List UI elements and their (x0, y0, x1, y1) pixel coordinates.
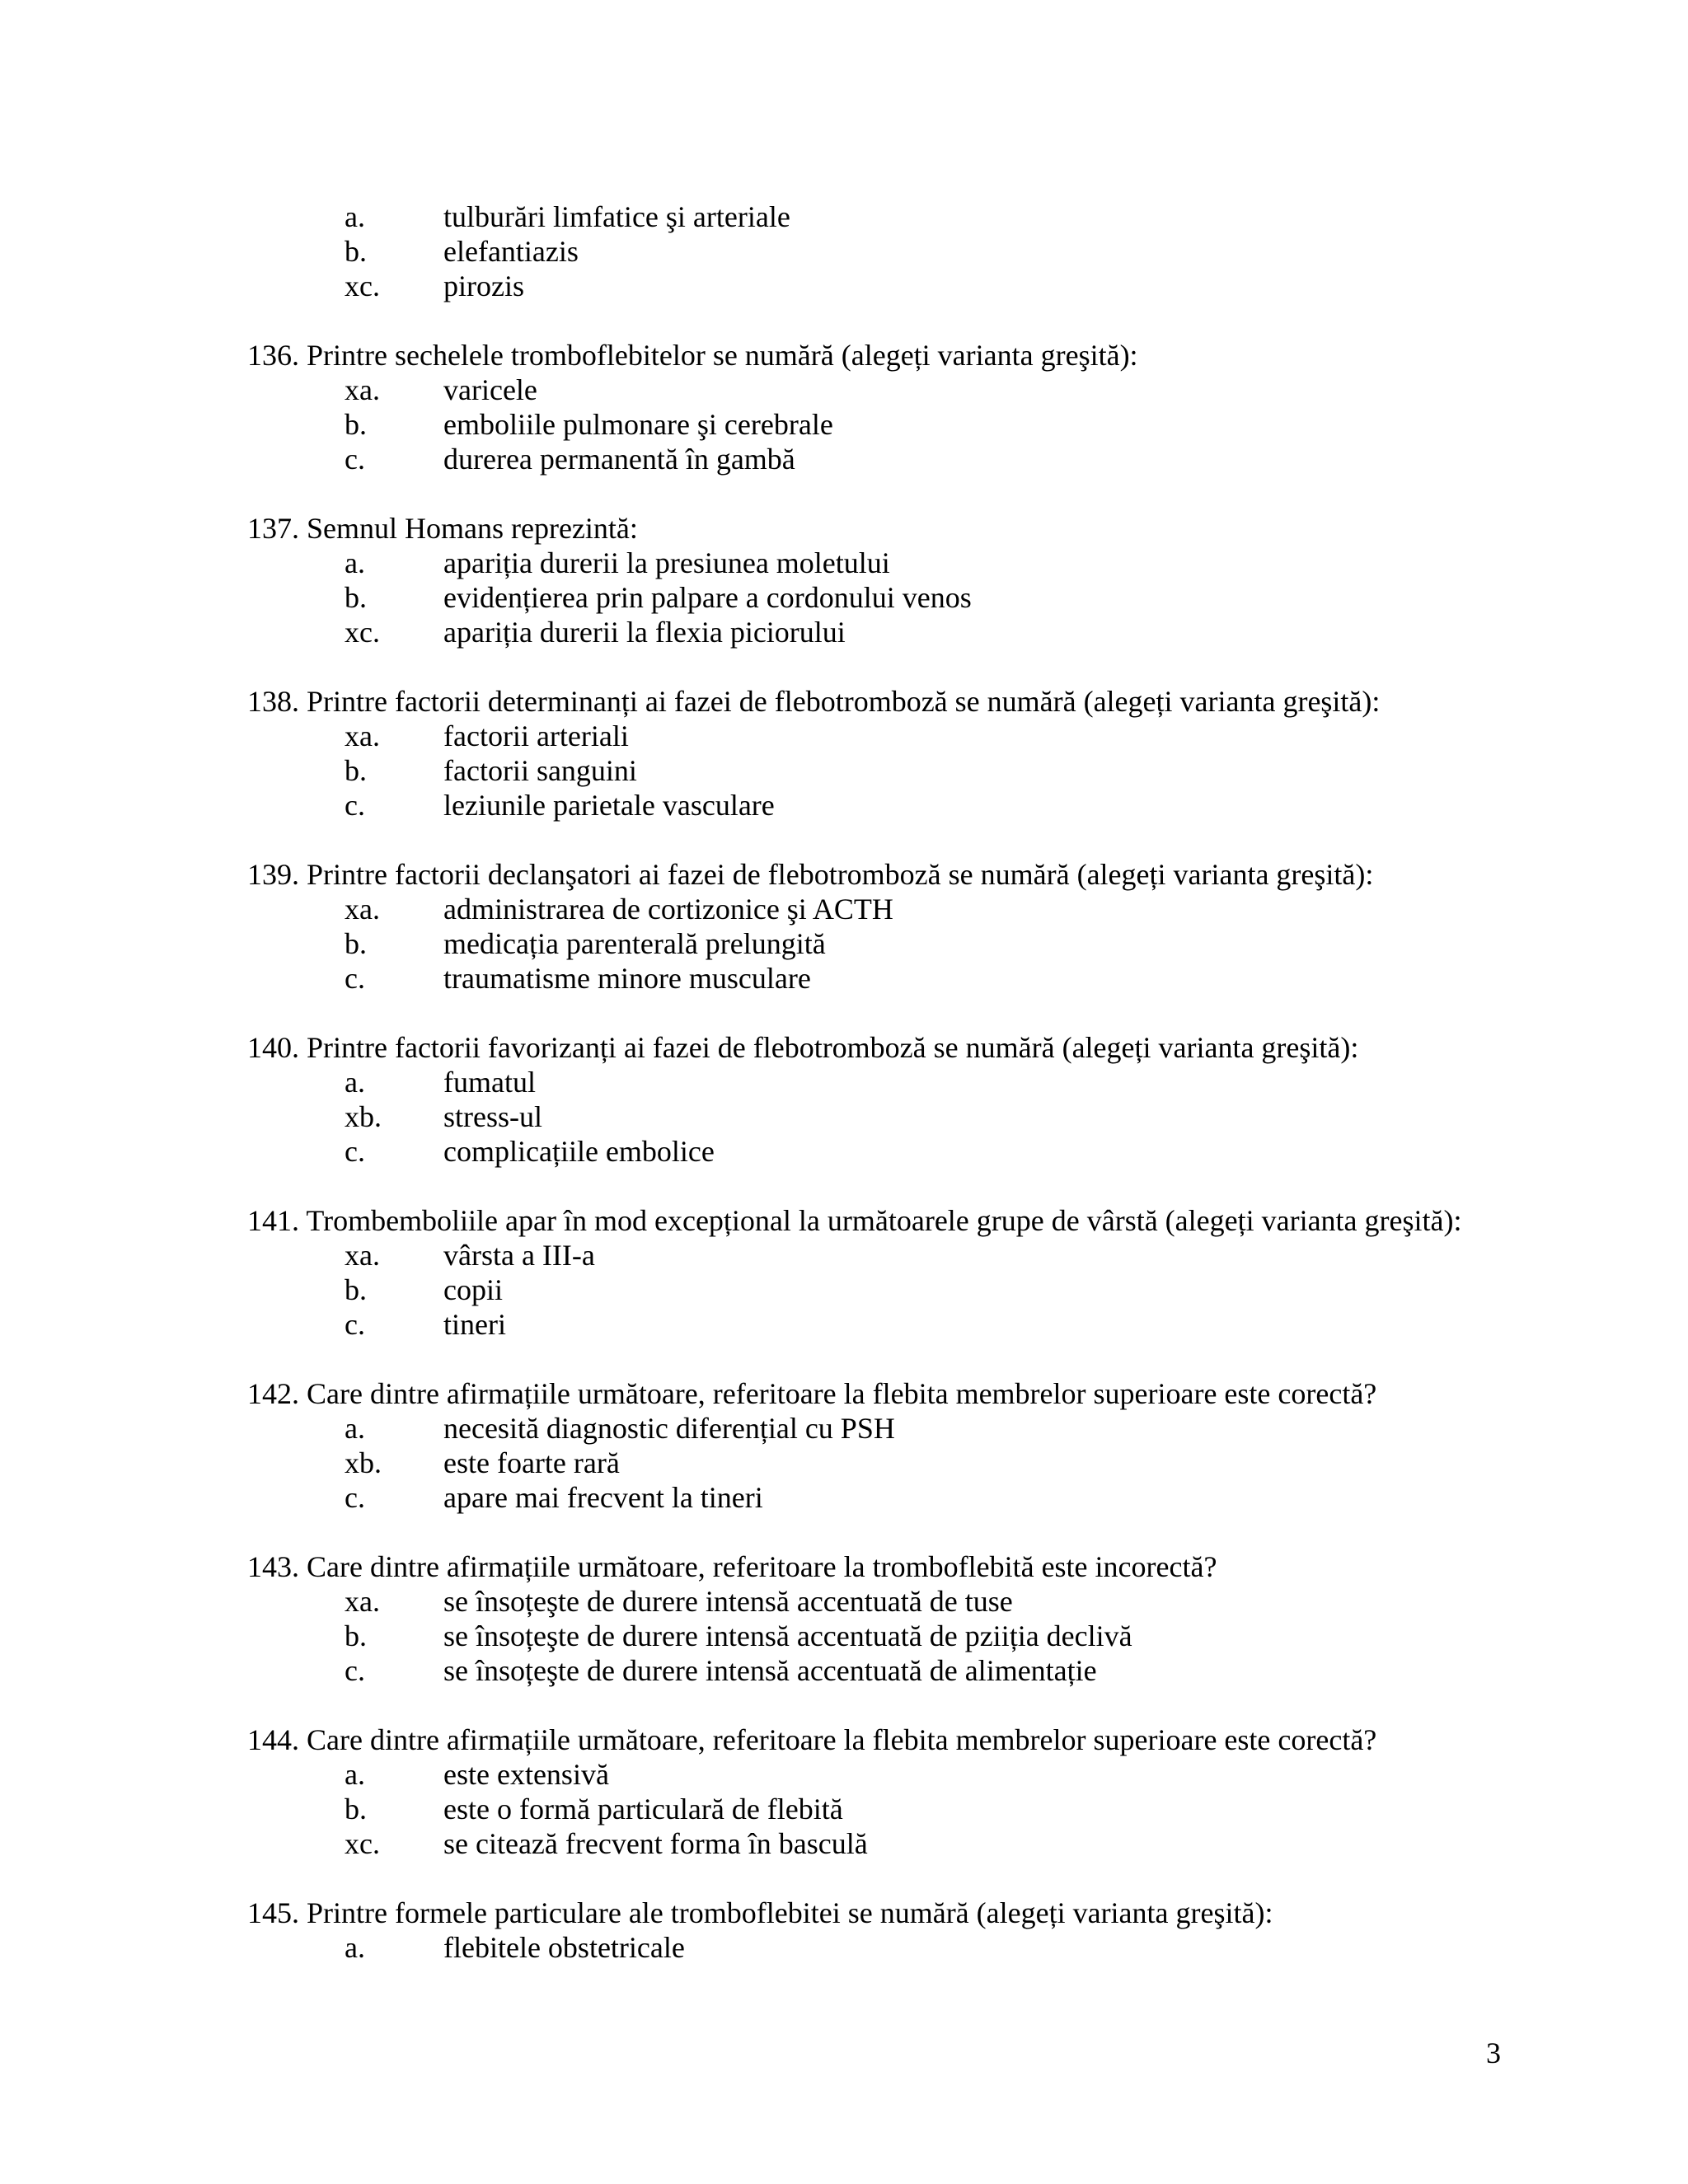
block-spacer (247, 1861, 1533, 1896)
question-text: 137. Semnul Homans reprezintă: (247, 512, 638, 545)
answer-option (247, 615, 1533, 649)
question-text: 145. Printre formele particulare ale tromboflebitei se numără (alegeți varianta greşită): (247, 1896, 1273, 1929)
option-text: este extensivă (443, 1758, 609, 1791)
option-label: b. (345, 754, 367, 787)
page-number: 3 (1486, 2036, 1501, 2069)
option-label: xc. (345, 269, 380, 302)
answer-option (247, 1307, 1533, 1342)
answer-option (247, 892, 1533, 926)
answer-option (247, 1099, 1533, 1134)
option-text: pirozis (443, 269, 524, 302)
option-text: este o formă particulară de flebită (443, 1793, 843, 1825)
answer-option (247, 407, 1533, 442)
option-label: c. (345, 1135, 365, 1168)
option-label: xb. (345, 1446, 382, 1479)
answer-option (247, 269, 1533, 303)
option-label: xc. (345, 1827, 380, 1860)
option-text: se citează frecvent forma în basculă (443, 1827, 868, 1860)
answer-option (247, 1826, 1533, 1861)
answer-option (247, 1065, 1533, 1099)
option-label: xa. (345, 1239, 380, 1272)
option-label: a. (345, 1066, 365, 1099)
block-spacer (247, 1342, 1533, 1376)
option-label: c. (345, 789, 365, 822)
question-text: 143. Care dintre afirmațiile următoare, referitoare la tromboflebită este incorectă? (247, 1550, 1217, 1583)
block-spacer (247, 1169, 1533, 1203)
answer-option (247, 1446, 1533, 1480)
block-spacer (247, 649, 1533, 684)
option-label: c. (345, 1308, 365, 1341)
option-label: xa. (345, 373, 380, 406)
answer-option (247, 753, 1533, 788)
option-text: vârsta a III-a (443, 1239, 595, 1272)
option-text: se însoțeşte de durere intensă accentuată de alimentație (443, 1654, 1097, 1687)
option-text: flebitele obstetricale (443, 1931, 685, 1964)
option-label: b. (345, 1793, 367, 1825)
answer-option (247, 1272, 1533, 1307)
option-label: xa. (345, 1585, 380, 1618)
option-label: c. (345, 443, 365, 476)
answer-option (247, 1757, 1533, 1792)
option-text: complicațiile embolice (443, 1135, 715, 1168)
option-text: factorii sanguini (443, 754, 637, 787)
question-text: 136. Printre sechelele tromboflebitelor se numără (alegeți varianta greşită): (247, 339, 1138, 372)
answer-option (247, 719, 1533, 753)
answer-option (247, 234, 1533, 269)
block-spacer (247, 1688, 1533, 1722)
option-text: este foarte rară (443, 1446, 620, 1479)
option-label: b. (345, 235, 367, 268)
answer-option (247, 1619, 1533, 1653)
option-text: apariția durerii la presiunea moletului (443, 546, 890, 579)
answer-option (247, 1653, 1533, 1688)
option-text: varicele (443, 373, 537, 406)
option-text: se însoțeşte de durere intensă accentuată de pziiția declivă (443, 1619, 1132, 1652)
block-spacer (247, 1515, 1533, 1549)
option-text: medicația parenterală prelungită (443, 927, 826, 960)
option-label: a. (345, 1758, 365, 1791)
block-spacer (247, 476, 1533, 511)
question-text: 139. Printre factorii declanşatori ai fazei de flebotromboză se numără (alegeți varianta greşită): (247, 858, 1374, 891)
answer-option (247, 1792, 1533, 1826)
answer-option (247, 546, 1533, 580)
option-label: b. (345, 927, 367, 960)
option-text: stress-ul (443, 1100, 542, 1133)
option-label: xc. (345, 616, 380, 649)
answer-option (247, 199, 1533, 234)
answer-option (247, 1480, 1533, 1515)
option-text: se însoțeşte de durere intensă accentuată de tuse (443, 1585, 1013, 1618)
answer-option (247, 1238, 1533, 1272)
answer-option (247, 373, 1533, 407)
answer-option (247, 1930, 1533, 1965)
answer-option (247, 442, 1533, 476)
option-label: c. (345, 1654, 365, 1687)
answer-option (247, 961, 1533, 996)
question-text: 141. Trombemboliile apar în mod excepțional la următoarele grupe de vârstă (alegeți varianta greşită): (247, 1204, 1462, 1237)
option-text: factorii arteriali (443, 719, 629, 752)
option-text: administrarea de cortizonice şi ACTH (443, 893, 893, 926)
answer-option (247, 1411, 1533, 1446)
block-spacer (247, 996, 1533, 1030)
option-text: elefantiazis (443, 235, 579, 268)
option-text: evidențierea prin palpare a cordonului venos (443, 581, 972, 614)
option-label: a. (345, 200, 365, 233)
option-text: apare mai frecvent la tineri (443, 1481, 763, 1514)
option-text: emboliile pulmonare şi cerebrale (443, 408, 833, 441)
option-label: b. (345, 408, 367, 441)
option-label: a. (345, 1931, 365, 1964)
answer-option (247, 580, 1533, 615)
question-list (247, 199, 1533, 1965)
question-text: 142. Care dintre afirmațiile următoare, referitoare la flebita membrelor superioare este corectă? (247, 1377, 1377, 1410)
option-text: copii (443, 1273, 503, 1306)
block-spacer (247, 823, 1533, 857)
option-label: a. (345, 546, 365, 579)
option-text: tulburări limfatice şi arteriale (443, 200, 790, 233)
answer-option (247, 926, 1533, 961)
option-label: b. (345, 1619, 367, 1652)
option-text: apariția durerii la flexia piciorului (443, 616, 846, 649)
option-text: traumatisme minore musculare (443, 962, 811, 995)
option-label: xb. (345, 1100, 382, 1133)
option-label: xa. (345, 893, 380, 926)
option-text: durerea permanentă în gambă (443, 443, 795, 476)
option-text: leziunile parietale vasculare (443, 789, 775, 822)
question-text: 138. Printre factorii determinanți ai fazei de flebotromboză se numără (alegeți varianta greşită): (247, 685, 1381, 718)
option-text: tineri (443, 1308, 506, 1341)
option-label: c. (345, 962, 365, 995)
answer-option (247, 1134, 1533, 1169)
option-label: b. (345, 1273, 367, 1306)
option-label: a. (345, 1412, 365, 1445)
option-label: b. (345, 581, 367, 614)
answer-option (247, 1584, 1533, 1619)
question-text: 144. Care dintre afirmațiile următoare, referitoare la flebita membrelor superioare este corectă? (247, 1723, 1377, 1756)
option-label: c. (345, 1481, 365, 1514)
option-text: fumatul (443, 1066, 536, 1099)
option-label: xa. (345, 719, 380, 752)
option-text: necesită diagnostic diferențial cu PSH (443, 1412, 895, 1445)
question-text: 140. Printre factorii favorizanți ai fazei de flebotromboză se numără (alegeți varianta greşită): (247, 1031, 1359, 1064)
answer-option (247, 788, 1533, 823)
block-spacer (247, 303, 1533, 338)
